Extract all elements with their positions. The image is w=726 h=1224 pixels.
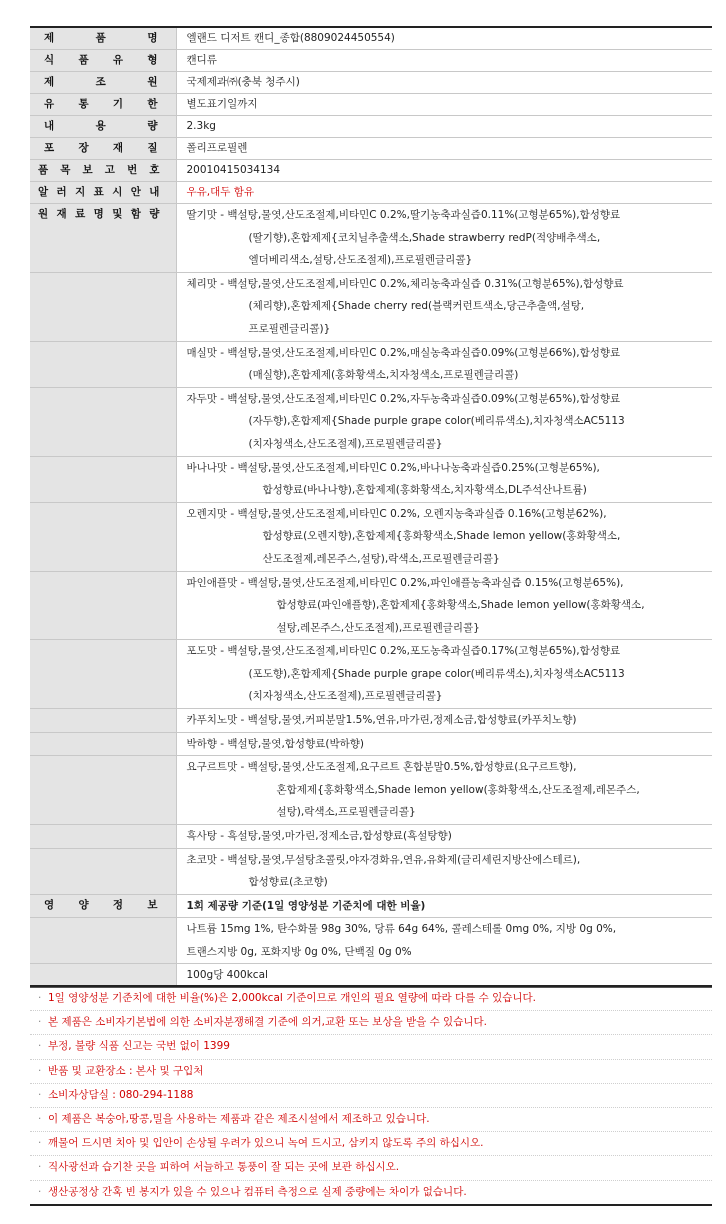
ingredient-line-cont: (포도향),혼합제제{Shade purple grape color(베리류색소),치자청색소AC5113 (248, 667, 625, 680)
ingredient-item (176, 272, 712, 341)
notice-text: 생산공정상 간혹 빈 봉지가 있을 수 있으나 컴퓨터 측정으로 실제 중량에는 차이가 없습니다. (48, 1185, 467, 1198)
bullet-dot-icon: · (38, 1161, 42, 1174)
info-row-value: 폴리프로필렌 (176, 138, 712, 160)
info-row-label: 유 통 기 한 (30, 94, 176, 116)
info-row (30, 27, 712, 50)
notice-item (30, 1181, 712, 1204)
label-blank (30, 756, 176, 825)
ingredient-row (30, 456, 712, 502)
label-blank (30, 709, 176, 733)
label-blank (30, 502, 176, 571)
info-row (30, 160, 712, 182)
ingredient-line: 체리맛 - 백설탕,물엿,산도조절제,비타민C 0.2%,체리농축과실즙 0.31%(고형분65%),합성향료 (186, 277, 624, 290)
ingredient-line: 박하향 - 백설탕,물엿,합성향료(박하향) (186, 737, 364, 750)
nutrition-row (30, 964, 712, 988)
ingredient-item (176, 709, 712, 733)
notice-item (30, 1011, 712, 1035)
ingredient-line: 딸기맛 - 백설탕,물엿,산도조절제,비타민C 0.2%,딸기농축과실즙0.11%(고형분65%),합성향료 (186, 209, 621, 221)
ingredient-line: 초코맛 - 백설탕,물엿,무설탕초콜릿,야자경화유,연유,유화제(글리세린지방산에스테르), (186, 853, 581, 866)
info-row (30, 94, 712, 116)
info-row (30, 72, 712, 94)
notice-item (30, 1035, 712, 1059)
nutrition-header (176, 894, 712, 918)
ingredient-line-cont: 설탕,레몬주스,산도조절제),프로필렌글리콜} (276, 621, 480, 634)
ingredient-item (176, 640, 712, 709)
bullet-dot-icon: · (38, 1088, 42, 1101)
ingredient-line-cont: 합성향료(오렌지향),혼합제제{홍화황색소,Shade lemon yellow(홍화황색소, (262, 530, 621, 543)
nutrition-row (30, 894, 712, 918)
ingredient-item (176, 456, 712, 502)
nutrition-line: 나트륨 15mg 1%, 탄수화물 98g 30%, 당류 64g 64%, 콜레스테롤 0mg 0%, 지방 0g 0%, (186, 923, 617, 936)
notice-text: 이 제품은 복숭아,땅콩,밀을 사용하는 제품과 같은 제조시설에서 제조하고 있습니다. (48, 1112, 430, 1125)
nutrition-line: 트랜스지방 0g, 포화지방 0g 0%, 단백질 0g 0% (186, 945, 412, 958)
ingredient-row (30, 848, 712, 894)
ingredient-line: 바나나맛 - 백설탕,물엿,산도조절제,비타민C 0.2%,바나나농축과실즙0.25%(고형분65%), (186, 461, 600, 474)
info-row-label: 내 용 량 (30, 116, 176, 138)
ingredient-row (30, 387, 712, 456)
ingredient-line-cont: 합성향료(초코향) (248, 876, 328, 889)
bullet-dot-icon: · (38, 1040, 42, 1053)
ingredient-row (30, 272, 712, 341)
nutrition-line: 1회 제공량 기준(1일 영양성분 기준치에 대한 비율) (186, 899, 426, 912)
ingredient-line-cont: 혼합제제{홍화황색소,Shade lemon yellow(홍화황색소,산도조절제,레몬주스, (276, 783, 640, 796)
ingredient-item (176, 502, 712, 571)
notice-text: 직사광선과 습기찬 곳을 피하여 서늘하고 통풍이 잘 되는 곳에 보관 하십시오. (48, 1161, 400, 1174)
notice-text: 깨물어 드시면 치아 및 입안이 손상될 우려가 있으니 녹여 드시고, 삼키지 않도록 주의 하십시오. (48, 1137, 484, 1150)
ingredient-line-cont: 합성향료(바나나향),혼합제제(홍화황색소,치자황색소,DL주석산나트륨) (262, 484, 587, 497)
ingredient-row (30, 732, 712, 756)
ingredient-item (176, 756, 712, 825)
label-blank (30, 640, 176, 709)
ingredient-item (176, 825, 712, 849)
label-blank (30, 272, 176, 341)
ingredients-label: 원 재 료 명 및 함 량 (30, 204, 176, 273)
nutrition-values (176, 964, 712, 988)
ingredient-row (30, 204, 712, 273)
ingredient-line: 카푸치노맛 - 백설탕,물엿,커피분말1.5%,연유,마가린,정제소금,합성향료(카푸치노향) (186, 714, 577, 727)
ingredient-line-cont: (매실향),혼합제제(홍화황색소,치자청색소,프로필렌글리콜) (248, 369, 519, 382)
ingredient-item (176, 571, 712, 640)
notice-item (30, 1084, 712, 1108)
ingredient-line: 요구르트맛 - 백설탕,물엿,산도조절제,요구르트 혼합분말0.5%,합성향료(요구르트향), (186, 761, 577, 774)
info-row-label: 포 장 재 질 (30, 138, 176, 160)
ingredient-line-cont: (치자청색소,산도조절제),프로필렌글리콜} (248, 437, 443, 450)
label-blank (30, 571, 176, 640)
info-row (30, 116, 712, 138)
info-row-value: 2.3kg (176, 116, 712, 138)
ingredient-line-cont: 합성향료(파인애플향),혼합제제{홍화황색소,Shade lemon yellow(홍화황색소, (276, 599, 645, 612)
info-row-value: 엘랜드 디저트 캔디_종합(8809024450554) (176, 27, 712, 50)
nutrition-line: 100g당 400kcal (186, 969, 268, 982)
product-info-table-wrap (30, 26, 712, 988)
ingredient-line-cont: (딸기향),혼합제제{코치닐추출색소,Shade strawberry redP(적양배추색소, (248, 231, 601, 244)
ingredient-line: 자두맛 - 백설탕,물엿,산도조절제,비타민C 0.2%,자두농축과실즙0.09%(고형분65%),합성향료 (186, 392, 621, 405)
bullet-dot-icon: · (38, 1064, 42, 1077)
ingredient-line: 파인애플맛 - 백설탕,물엿,산도조절제,비타민C 0.2%,파인애플농축과실즙 0.15%(고형분65%), (186, 576, 624, 589)
notice-text: 소비자상담실 : 080-294-1188 (48, 1088, 194, 1101)
ingredient-row (30, 502, 712, 571)
bullet-dot-icon: · (38, 1112, 42, 1125)
ingredient-row (30, 756, 712, 825)
notice-text: 본 제품은 소비자기본법에 의한 소비자분쟁해결 기준에 의거,교환 또는 보상을 받을 수 있습니다. (48, 1016, 487, 1029)
ingredient-item (176, 848, 712, 894)
notice-text: 1일 영양성분 기준치에 대한 비율(%)은 2,000kcal 기준이므로 개인의 필요 열량에 따라 다를 수 있습니다. (48, 992, 536, 1004)
notice-item (30, 1156, 712, 1180)
label-blank (30, 918, 176, 964)
ingredient-item (176, 387, 712, 456)
notice-list (30, 985, 712, 1206)
notice-item (30, 1060, 712, 1084)
ingredient-item (176, 341, 712, 387)
ingredient-line: 매실맛 - 백설탕,물엿,산도조절제,비타민C 0.2%,매실농축과실즙0.09%(고형분66%),합성향료 (186, 346, 621, 359)
label-blank (30, 732, 176, 756)
info-row-label: 제 품 명 (30, 27, 176, 50)
ingredient-line-cont: 엘더베리색소,설탕,산도조절제),프로필렌글리콜} (248, 254, 473, 267)
notice-item (30, 1132, 712, 1156)
info-row-value: 별도표기일까지 (176, 94, 712, 116)
nutrition-values (176, 918, 712, 964)
bullet-dot-icon: · (38, 1137, 42, 1150)
info-row (30, 50, 712, 72)
bullet-dot-icon: · (38, 1185, 42, 1198)
ingredient-row (30, 571, 712, 640)
info-row (30, 182, 712, 204)
notice-text: 반품 및 교환장소 : 본사 및 구입처 (48, 1064, 204, 1077)
notice-item (30, 987, 712, 1011)
info-row (30, 138, 712, 160)
info-row-label: 제 조 원 (30, 72, 176, 94)
ingredient-row (30, 825, 712, 849)
ingredient-line-cont: 설탕),락색소,프로필렌글리콜} (276, 806, 416, 819)
ingredient-line-cont: (체리향),혼합제제{Shade cherry red(블랙커런트색소,당근추출액,설탕, (248, 300, 585, 313)
bullet-dot-icon: · (38, 1016, 42, 1029)
ingredient-line-cont: (자두향),혼합제제{Shade purple grape color(베리류색소),치자청색소AC5113 (248, 415, 625, 428)
info-row-label: 알 러 지 표 시 안 내 (30, 182, 176, 204)
ingredient-line: 오렌지맛 - 백설탕,물엿,산도조절제,비타민C 0.2%, 오렌지농축과실즙 0.16%(고형분62%), (186, 507, 607, 520)
label-blank (30, 387, 176, 456)
notice-text: 부정, 불량 식품 신고는 국번 없이 1399 (48, 1040, 230, 1053)
label-blank (30, 848, 176, 894)
nutrition-label: 영 양 정 보 (30, 894, 176, 918)
info-row-value: 우유,대두 함유 (176, 182, 712, 204)
ingredient-row (30, 709, 712, 733)
ingredient-line-cont: 산도조절제,레몬주스,설탕),락색소,프로필렌글리콜} (262, 552, 500, 565)
ingredient-line-cont: (치자청색소,산도조절제),프로필렌글리콜} (248, 690, 443, 703)
nutrition-row (30, 918, 712, 964)
info-row-label: 식 품 유 형 (30, 50, 176, 72)
notice-item (30, 1108, 712, 1132)
ingredient-row (30, 640, 712, 709)
label-blank (30, 964, 176, 988)
ingredient-line: 포도맛 - 백설탕,물엿,산도조절제,비타민C 0.2%,포도농축과실즙0.17%(고형분65%),합성향료 (186, 645, 621, 658)
label-blank (30, 341, 176, 387)
bullet-dot-icon: · (38, 992, 42, 1004)
product-info-table (30, 26, 712, 988)
label-blank (30, 825, 176, 849)
ingredient-row (30, 341, 712, 387)
info-row-value: 20010415034134 (176, 160, 712, 182)
label-blank (30, 456, 176, 502)
info-row-value: 캔디류 (176, 50, 712, 72)
info-row-value: 국제제과㈜(충북 청주시) (176, 72, 712, 94)
ingredient-item (176, 204, 712, 273)
ingredient-line-cont: 프로필렌글리콜)} (248, 322, 331, 335)
ingredient-item (176, 732, 712, 756)
ingredient-line: 흑사탕 - 흑설탕,물엿,마가린,정제소금,합성향료(흑설탕향) (186, 830, 452, 843)
info-row-label: 품 목 보 고 번 호 (30, 160, 176, 182)
